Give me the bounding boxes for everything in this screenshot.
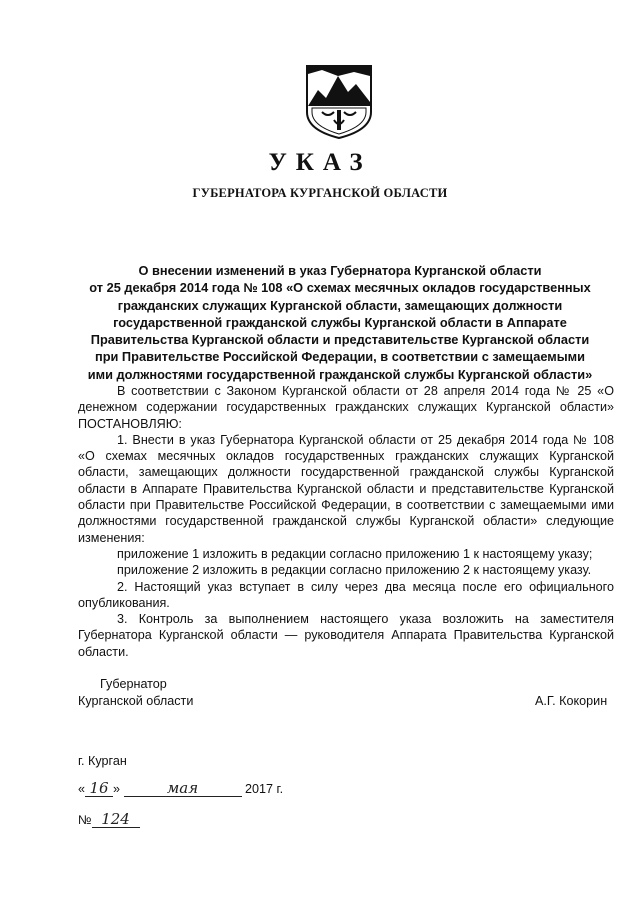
heading-line: О внесении изменений в указ Губернатора Курганской области (138, 263, 542, 278)
decree-number (78, 811, 140, 828)
signatory-name: А.Г. Кокорин (535, 694, 608, 708)
decree-heading (70, 262, 610, 383)
document-subtitle: ГУБЕРНАТОРА КУРГАНСКОЙ ОБЛАСТИ (192, 186, 448, 200)
signatory-position-line1: Губернатор (100, 677, 167, 691)
date-open-quote: « (78, 782, 86, 796)
item-1-paragraph: 1. Внести в указ Губернатора Курганской области от 25 декабря 2014 года № 108 «О схемах месячных окладов государственных гражданских служащих Курганской области, замещающих должности государственной гражданской службы Курганской области в Аппарате Правительства Курганской области и представительстве Курганской области при Правительстве Российской Федерации, в соответствии с замещаемыми ими должностями государственной гражданской службы Курганской области» следующие изменения: (78, 432, 614, 545)
number-value: 124 (92, 811, 140, 828)
item-1a-paragraph: приложение 1 изложить в редакции согласно приложению 1 к настоящему указу; (117, 546, 593, 561)
item-1b-paragraph: приложение 2 изложить в редакции согласно приложению 2 к настоящему указу. (117, 563, 592, 578)
date-close-quote: » (113, 782, 121, 796)
item-2-paragraph: 2. Настоящий указ вступает в силу через два месяца после его официального опубликования. (78, 579, 614, 610)
preamble-paragraph: В соответствии с Законом Курганской области от 28 апреля 2014 года № 25 «О денежном содержании государственных гражданских служащих Курганской области» ПОСТАНОВЛЯЮ: (78, 384, 614, 431)
decree-body (78, 383, 614, 660)
document-title: УКАЗ (268, 149, 372, 176)
number-label: № (78, 813, 92, 827)
signing-date (78, 780, 283, 797)
date-year: 2017 г. (245, 782, 284, 796)
heading-line: от 25 декабря 2014 года № 108 «О схемах месячных окладов государственных (89, 280, 591, 296)
signatory-position (78, 676, 193, 710)
kurgan-coat-of-arms-icon (304, 62, 374, 140)
place-of-signing: г. Курган (78, 754, 127, 768)
signatory-position-line2: Курганской области (78, 694, 194, 708)
heading-line: ими должностями государственной гражданской службы Курганской области» (87, 366, 593, 382)
heading-line: при Правительстве Российской Федерации, в соответствии с замещаемыми (94, 349, 586, 365)
heading-line: Правительства Курганской области и представительстве Курганской области (90, 332, 590, 348)
heading-line: гражданских служащих Курганской области, замещающих должности (117, 297, 563, 313)
date-month: мая (124, 780, 242, 797)
heading-line: государственной гражданской службы Курганской области в Аппарате (113, 314, 567, 330)
item-3-paragraph: 3. Контроль за выполнением настоящего указа возложить на заместителя Губернатора Курганской области — руководителя Аппарата Правительства Курганской области. (78, 612, 614, 659)
date-day: 16 (85, 780, 113, 797)
